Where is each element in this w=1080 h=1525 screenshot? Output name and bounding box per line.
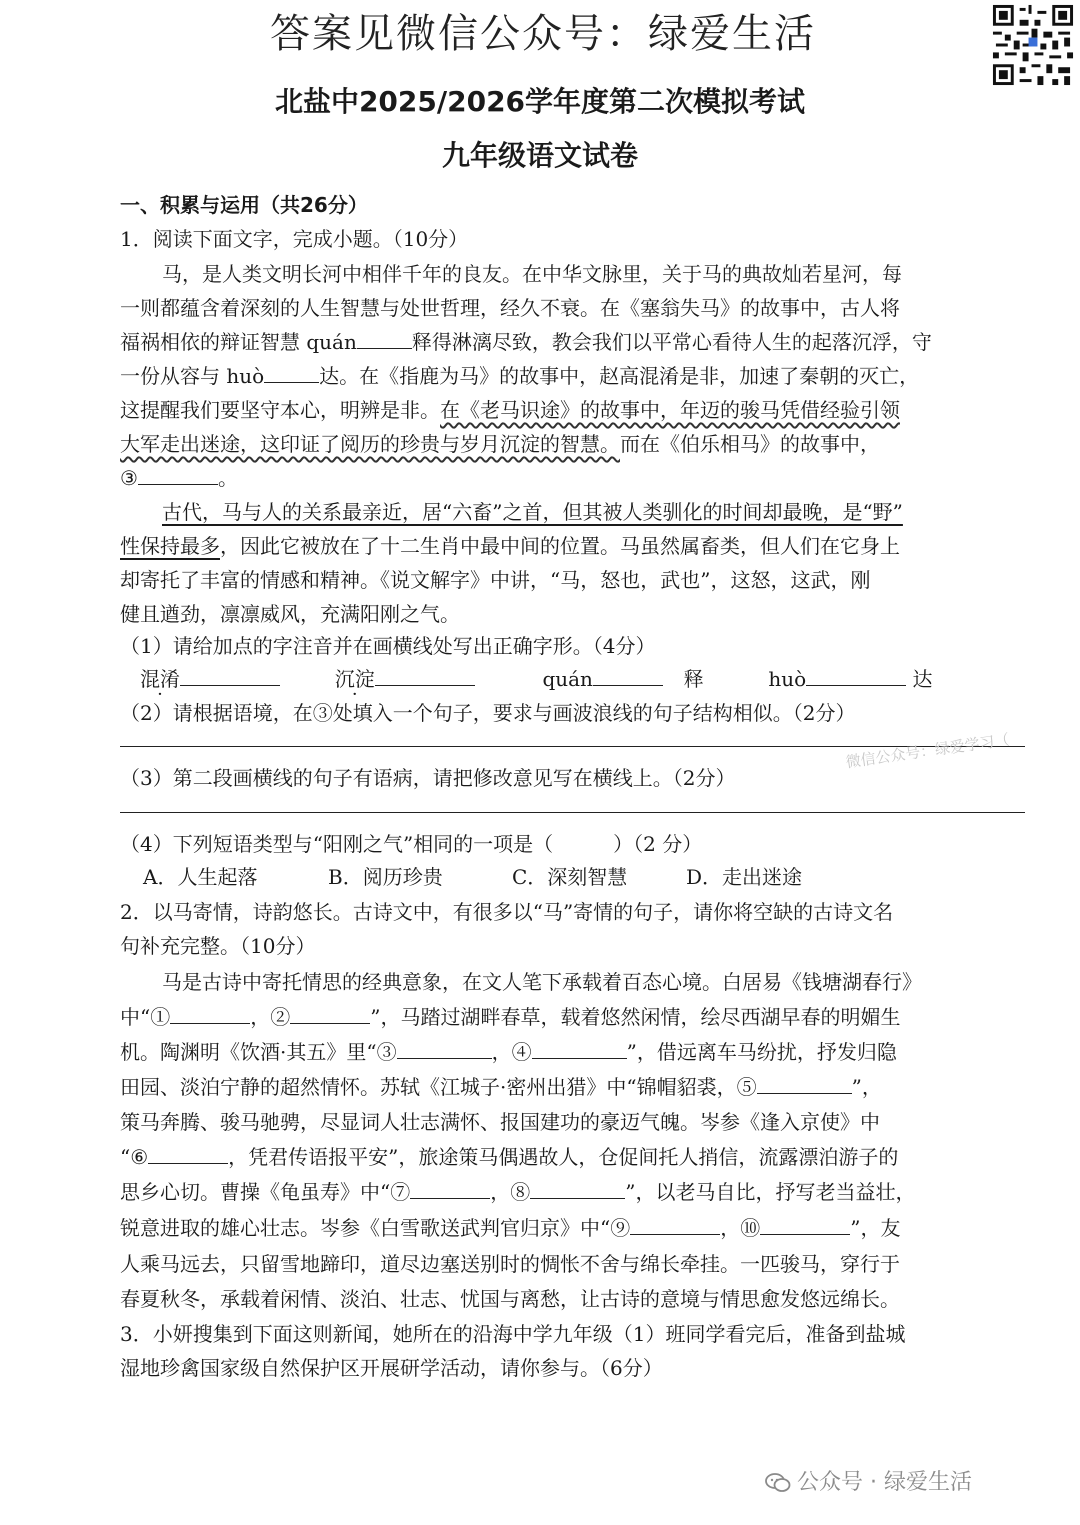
pinyin-huo: huò [768, 667, 807, 691]
blank-char-2[interactable] [806, 667, 906, 686]
q2-line8 [120, 1212, 900, 1241]
exam-subtitle: 九年级语文试卷 [441, 139, 638, 172]
q1-sub2: （2）请根据语境，在③处填入一个句子，要求与画波浪线的句子结构相似。（2分） [120, 701, 856, 725]
wavy-sentence: 在《老马识途》的故事中，年迈的骏马凭借经验引领 [440, 398, 900, 422]
char-da: 达 [912, 667, 933, 691]
q1-p1-line1: 马，是人类文明长河中相伴千年的良友。在中华文脉里，关于马的典故灿若星河，每 [162, 262, 902, 286]
wavy-sentence: 大军走出迷途，这印证了阅历的珍贵与岁月沉淀的智慧。 [120, 432, 620, 456]
q1-p2-line1: 古代，马与人的关系最亲近，居“六畜”之首，但其被人类驯化的时间却最晚，是“野” [162, 500, 903, 524]
text-segment: 达。在《指鹿为马》的故事中，赵高混淆是非，加速了秦朝的灭亡， [319, 364, 920, 388]
text-segment: 福祸相依的辩证智慧 quán [120, 330, 357, 354]
pinyin-quan: quán [542, 667, 593, 691]
text-segment: ”，借远离车马纷扰，抒发归隐 [626, 1040, 897, 1064]
blank-poem-8[interactable] [530, 1180, 625, 1199]
text-segment: 机。陶渊明《饮酒·其五》里“③ [120, 1040, 397, 1064]
q1-p2-line3: 却寄托了丰富的情感和精神。《说文解字》中讲，“马，怒也，武也”，这怒，这武，刚 [120, 568, 871, 592]
q1-sub3: （3）第二段画横线的句子有语病，请把修改意见写在横线上。（2分） [120, 766, 736, 790]
q1-p1-line6 [120, 428, 880, 457]
text-segment: ，⑧ [490, 1180, 531, 1204]
q3-line1: 3．小妍搜集到下面这则新闻，她所在的沿海中学九年级（1）班同学看完后，准备到盐城 [120, 1322, 906, 1346]
exam-title: 北盐中2025/2026学年度第二次模拟考试 [274, 85, 806, 118]
q3-line2: 湿地珍禽国家级自然保护区开展研学活动，请你参与。（6分） [120, 1356, 663, 1380]
text-segment: ，凭君传语报平安”，旅途策马偶遇故人，仓促间托人捎信，流露漂泊游子的 [228, 1145, 899, 1169]
blank-poem-3[interactable] [397, 1040, 492, 1059]
blank-poem-6[interactable] [148, 1145, 228, 1164]
q1-p1-line3 [120, 326, 932, 355]
blank-poem-4[interactable] [532, 1040, 627, 1059]
word-hunxiao: 混淆 [140, 667, 180, 691]
wechat-icon [765, 1473, 791, 1493]
section-heading: 一、积累与运用（共26分） [120, 193, 368, 217]
blank-huo[interactable] [264, 364, 319, 383]
side-watermark: 微信公众号：绿爱学习（ [844, 730, 1011, 772]
q2-line7 [120, 1176, 915, 1205]
word-chendian: 沉淀 [334, 667, 375, 691]
blank-sentence-3[interactable] [138, 466, 218, 485]
text-segment: ③ [120, 466, 138, 490]
q2-line5: 策马奔腾、骏马驰骋，尽显词人壮志满怀、报国建功的豪迈气魄。岑参《逢入京使》中 [120, 1110, 880, 1134]
q2-line9: 人乘马远去，只留雪地蹄印，道尽边塞送别时的惆怅不舍与绵长牵挂。一匹骏马，穿行于 [120, 1252, 900, 1276]
option-b[interactable]: B．阅历珍贵 [328, 865, 443, 889]
blank-poem-7[interactable] [410, 1180, 490, 1199]
text-segment: ”，以老马自比，抒写老当益壮， [625, 1180, 916, 1204]
q2-line1: 马是古诗中寄托情思的经典意象，在文人笔下承载着百态心境。白居易《钱塘湖春行》 [162, 970, 922, 994]
option-a[interactable]: A．人生起落 [143, 865, 258, 889]
q1-p1-line4 [120, 360, 919, 389]
text-segment: ，因此它被放在了十二生肖中最中间的位置。马虽然属畜类，但人们在它身上 [220, 534, 900, 558]
q1-p1-line2: 一则都蕴含着深刻的人生智慧与处世哲理，经久不衰。在《塞翁失马》的故事中，古人将 [120, 296, 900, 320]
text-segment: “⑥ [120, 1145, 149, 1169]
text-segment: 中“① [120, 1005, 171, 1029]
text-segment: ”， [851, 1075, 882, 1099]
text-segment: ，⑩ [720, 1216, 761, 1240]
answer-line-sub3[interactable] [120, 812, 1025, 813]
text-segment: ”，马踏过湖畔春草，载着悠然闲情，绘尽西湖早春的明媚生 [370, 1005, 901, 1029]
q1-stem: 1．阅读下面文字，完成小题。（10分） [120, 227, 469, 251]
option-c[interactable]: C．深刻智慧 [512, 865, 628, 889]
q1-p2-line2 [120, 530, 900, 559]
blank-pinyin-1[interactable] [180, 667, 280, 686]
blank-char-1[interactable] [593, 667, 663, 686]
blank-poem-9[interactable] [630, 1216, 720, 1235]
text-segment: 。 [217, 466, 238, 490]
q2-stem-line1: 2．以马寄情，诗韵悠长。古诗文中，有很多以“马”寄情的句子，请你将空缺的古诗文名 [120, 900, 894, 924]
qr-code-icon [990, 2, 1076, 88]
q2-line3 [120, 1036, 897, 1065]
q2-line4 [120, 1071, 882, 1100]
text-segment: 思乡心切。曹操《龟虽寿》中“⑦ [120, 1180, 411, 1204]
top-banner: 答案见微信公众号：绿爱生活 [270, 11, 816, 57]
underlined-sentence: 性保持最多 [120, 534, 220, 558]
text-segment: ，② [250, 1005, 291, 1029]
text-segment: ”，友 [850, 1216, 901, 1240]
blank-quan[interactable] [357, 330, 412, 349]
text-segment: 锐意进取的雄心壮志。岑参《白雪歌送武判官归京》中“⑨ [120, 1216, 631, 1240]
q2-line2 [120, 1001, 900, 1030]
q2-stem-line2: 句补充完整。（10分） [120, 934, 316, 958]
text-segment: ，④ [491, 1040, 532, 1064]
blank-poem-1[interactable] [170, 1005, 250, 1024]
option-d[interactable]: D．走出迷途 [686, 865, 803, 889]
blank-poem-2[interactable] [290, 1005, 370, 1024]
blank-poem-10[interactable] [760, 1216, 850, 1235]
q1-sub1-items [140, 663, 933, 692]
q1-p2-line4: 健且遒劲，凛凛威风，充满阳刚之气。 [120, 602, 460, 626]
char-shi: 释 [683, 667, 704, 691]
text-segment: 而在《伯乐相马》的故事中， [620, 432, 880, 456]
q2-line10: 春夏秋冬，承载着闲情、淡泊、壮志、忧国与离愁，让古诗的意境与情思愈发悠远绵长。 [120, 1287, 900, 1311]
q1-sub4: （4）下列短语类型与“阳刚之气”相同的一项是（ ）（2 分） [120, 832, 703, 856]
text-segment: 田园、淡泊宁静的超然情怀。苏轼《江城子·密州出猎》中“锦帽貂裘，⑤ [120, 1075, 757, 1099]
q1-p1-line5 [120, 394, 900, 423]
q2-line6 [120, 1141, 898, 1170]
q1-sub1: （1）请给加点的字注音并在画横线处写出正确字形。（4分） [120, 634, 656, 658]
text-segment: 一份从容与 huò [120, 364, 265, 388]
blank-pinyin-2[interactable] [375, 667, 475, 686]
text-segment: 这提醒我们要坚守本心，明辨是非。 [120, 398, 440, 422]
q1-p1-line7 [120, 462, 238, 491]
footer-text: 公众号 · 绿爱生活 [797, 1470, 972, 1495]
footer-watermark [765, 1465, 972, 1496]
text-segment: 释得淋漓尽致，教会我们以平常心看待人生的起落沉浮，守 [411, 330, 932, 354]
blank-poem-5[interactable] [757, 1075, 852, 1094]
